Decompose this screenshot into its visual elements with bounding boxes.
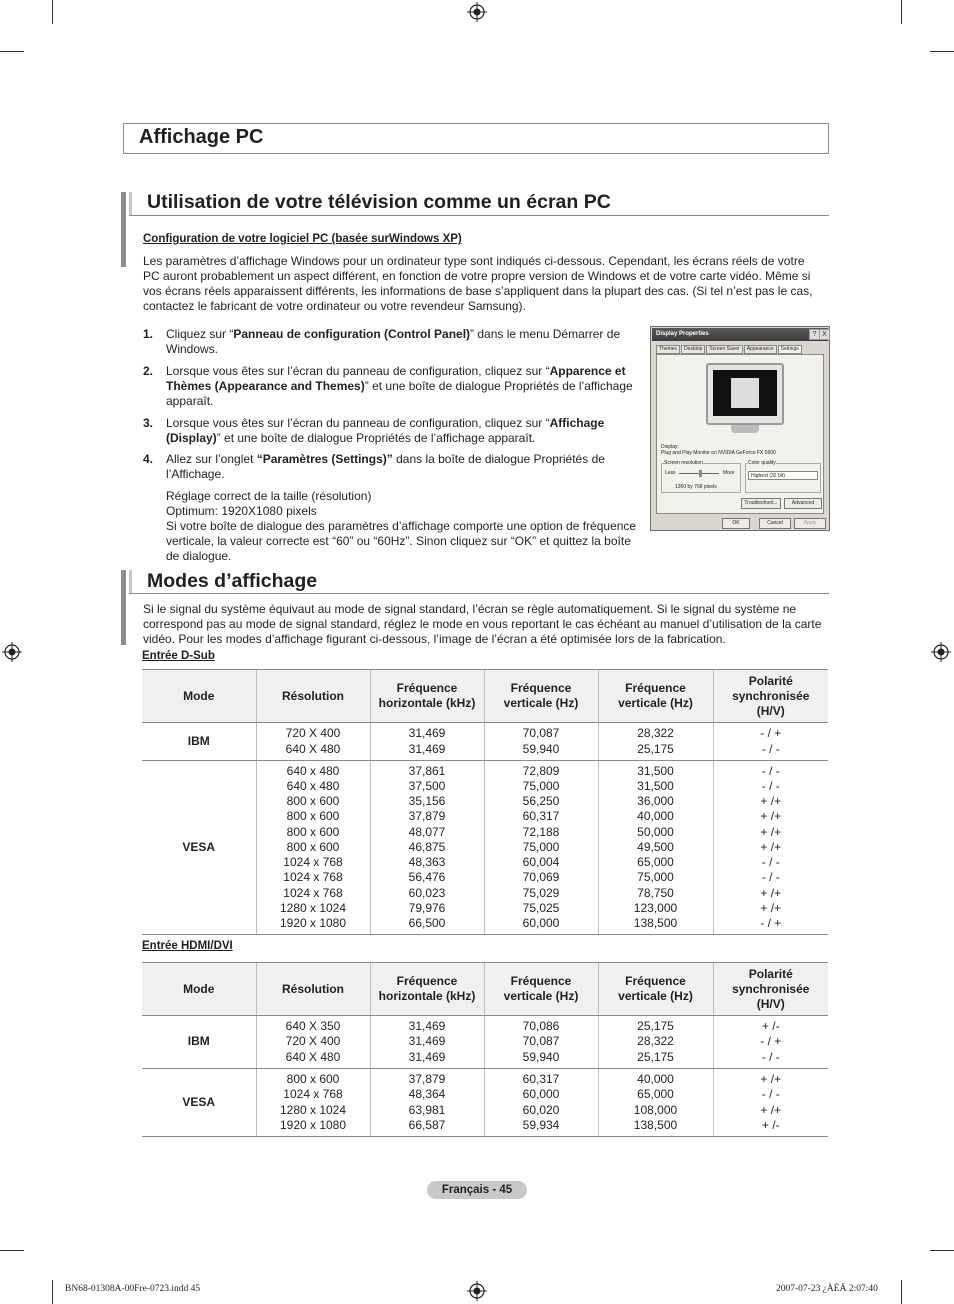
- mode-cell: VESA: [142, 761, 256, 935]
- table-cell: 70,086 70,087 59,940: [484, 1016, 598, 1069]
- dialog-tabs: [656, 345, 802, 354]
- step-text: Lorsque vous êtes sur l’écran du panneau de configuration, cliquez sur “Affichage (Display)” et une boîte de dialogue Propriétés de l’affichage apparaît.: [166, 416, 605, 445]
- table-cell: 31,500 31,500 36,000 40,000 50,000 49,500 65,000 75,000 78,750 123,000 138,500: [598, 761, 713, 935]
- crop-mark: [930, 1250, 954, 1251]
- column-header: Fréquence verticale (Hz): [598, 670, 713, 723]
- cancel-button: Cancel: [759, 518, 791, 529]
- monitor-stand: [731, 425, 759, 433]
- table-cell: 40,000 65,000 108,000 138,500: [598, 1069, 713, 1137]
- table-row: [142, 1069, 828, 1137]
- step-number: 3.: [143, 416, 154, 430]
- display-label: Display:: [661, 444, 679, 450]
- advanced-button: Advanced: [784, 498, 822, 509]
- step-text: Lorsque vous êtes sur l’écran du panneau de configuration, cliquez sur “Apparence et Thèmes (Appearance and Themes)” et une boîte de dialogue Propriétés de l’affichage apparaît.: [166, 364, 633, 408]
- step-number: 1.: [143, 327, 154, 341]
- crop-mark: [930, 51, 954, 52]
- column-header: Fréquence verticale (Hz): [484, 670, 598, 723]
- mode-cell: VESA: [142, 1069, 256, 1137]
- page-title: Affichage PC: [139, 126, 264, 148]
- column-header: Fréquence verticale (Hz): [484, 963, 598, 1016]
- column-header: Fréquence horizontale (kHz): [370, 670, 484, 723]
- footer-timestamp: 2007-07-23 ¿ÀÈÄ 2:07:40: [776, 1284, 878, 1294]
- dsub-label: Entrée D-Sub: [142, 650, 215, 662]
- table-cell: 800 x 600 1024 x 768 1280 x 1024 1920 x 1080: [256, 1069, 370, 1137]
- resolution-label: Screen resolution: [664, 460, 703, 466]
- section-accent-bar: [129, 570, 132, 593]
- crop-mark: [52, 1280, 53, 1304]
- registration-mark-icon: [467, 2, 487, 22]
- table-row: [142, 723, 828, 761]
- resolution-note: Réglage correct de la taille (résolution) Optimum: 1920X1080 pixels Si votre boîte de dialogue des paramètres d’affichage comporte une option de fréquence verticale, la valeur correcte est “60” ou “60Hz”. Sinon cliquez sur “OK” et quittez la boîte de dialogue.: [166, 489, 637, 563]
- monitor-icon: [706, 363, 784, 425]
- color-label: Color quality: [748, 460, 776, 466]
- column-header: Résolution: [256, 670, 370, 723]
- column-header: Résolution: [256, 963, 370, 1016]
- column-header: Polarité synchronisée (H/V): [713, 670, 828, 723]
- display-value: Plug and Play Monitor on NVIDIA GeForce FX 5600: [661, 450, 776, 456]
- table-cell: 70,087 59,940: [484, 723, 598, 761]
- crop-mark: [901, 1280, 902, 1304]
- section-divider: [129, 593, 829, 594]
- troubleshoot-button: Troubleshoot...: [741, 498, 781, 509]
- table-cell: 37,879 48,364 63,981 66,587: [370, 1069, 484, 1137]
- section-accent-bar: [129, 192, 132, 215]
- step-number: 4.: [143, 452, 154, 466]
- table-cell: - / + - / -: [713, 723, 828, 761]
- help-icon: ?: [809, 329, 820, 340]
- crop-mark: [901, 0, 902, 24]
- table-cell: 31,469 31,469: [370, 723, 484, 761]
- column-header: Fréquence horizontale (kHz): [370, 963, 484, 1016]
- close-icon: X: [819, 329, 830, 340]
- mode-cell: IBM: [142, 1016, 256, 1069]
- table-cell: + /+ - / - + /+ + /-: [713, 1069, 828, 1137]
- resolution-value: 1360 by 768 pixels: [675, 484, 717, 490]
- registration-mark-icon: [467, 1281, 487, 1301]
- table-header-row: [142, 963, 828, 1016]
- column-header: Polarité synchronisée (H/V): [713, 963, 828, 1016]
- display-properties-screenshot: [650, 326, 830, 531]
- table-cell: 31,469 31,469 31,469: [370, 1016, 484, 1069]
- mode-cell: IBM: [142, 723, 256, 761]
- crop-mark: [52, 0, 53, 24]
- tab-themes: Themes: [656, 345, 680, 354]
- crop-mark: [0, 51, 24, 52]
- crop-mark: [0, 1250, 24, 1251]
- table-header-row: [142, 670, 828, 723]
- registration-mark-icon: [2, 642, 22, 662]
- table-cell: - / - - / - + /+ + /+ + /+ + /+ - / - - / - + /+ + /+ - / +: [713, 761, 828, 935]
- table-row: [142, 761, 828, 935]
- tab-screen-saver: Screen Saver: [706, 345, 742, 354]
- hdmi-table: [142, 962, 828, 1137]
- table-cell: + /- - / + - / -: [713, 1016, 828, 1069]
- more-label: More: [723, 470, 735, 476]
- ok-button: OK: [722, 518, 750, 529]
- section-title: Utilisation de votre télévision comme un écran PC: [147, 191, 611, 213]
- table-row: [142, 1016, 828, 1069]
- tab-desktop: Desktop: [681, 345, 705, 354]
- section-title: Modes d’affichage: [147, 570, 318, 592]
- section-accent-bar: [121, 570, 126, 645]
- tab-appearance: Appearance: [744, 345, 777, 354]
- less-label: Less: [665, 470, 676, 476]
- step-number: 2.: [143, 364, 154, 378]
- section-accent-bar: [121, 192, 126, 267]
- settings-panel: [656, 354, 824, 514]
- table-cell: 640 x 480 640 x 480 800 x 600 800 x 600 800 x 600 800 x 600 1024 x 768 1024 x 768 1024 x 768 1280 x 1024 1920 x 1080: [256, 761, 370, 935]
- modes-intro: Si le signal du système équivaut au mode de signal standard, l’écran se règle automatiquement. Si le signal du système ne correspond pas au mode de signal standard, réglez le mode en vous reportant le cas échéant au manuel d’utilisation de la carte vidéo. Pour les modes d’affichage figurant ci-dessous, l’image de l’écran a été optimisée lors de la fabrication.: [143, 602, 822, 646]
- hdmi-label: Entrée HDMI/DVI: [142, 940, 233, 952]
- intro-paragraph: Les paramètres d’affichage Windows pour un ordinateur type sont indiqués ci-dessous. Cependant, les écrans réels de votre PC auront probablement un aspect différent, en fonction de votre propre version de Windows et de votre carte vidéo. Même si vos écrans réels apparaissent différents, les informations de base s’appliquent dans la plupart des cas. (Si tel n’est pas le cas, contactez le fabricant de votre ordinateur ou votre revendeur Samsung).: [143, 254, 813, 313]
- table-cell: 37,861 37,500 35,156 37,879 48,077 46,875 48,363 56,476 60,023 79,976 66,500: [370, 761, 484, 935]
- config-subheading: Configuration de votre logiciel PC (basée surWindows XP): [143, 233, 462, 245]
- tab-settings: Settings: [778, 345, 802, 354]
- page-number-badge: Français - 45: [427, 1181, 527, 1199]
- table-cell: 25,175 28,322 25,175: [598, 1016, 713, 1069]
- apply-button: Apply: [794, 518, 826, 529]
- table-cell: 60,317 60,000 60,020 59,934: [484, 1069, 598, 1137]
- table-cell: 72,809 75,000 56,250 60,317 72,188 75,000 60,004 70,069 75,029 75,025 60,000: [484, 761, 598, 935]
- table-cell: 28,322 25,175: [598, 723, 713, 761]
- dialog-title: Display Properties: [652, 328, 828, 341]
- column-header: Mode: [142, 670, 256, 723]
- column-header: Mode: [142, 963, 256, 1016]
- section-divider: [129, 215, 829, 216]
- registration-mark-icon: [931, 642, 951, 662]
- column-header: Fréquence verticale (Hz): [598, 963, 713, 1016]
- dsub-table: [142, 669, 828, 935]
- footer-file-info: BN68-01308A-00Fre-0723.indd 45: [65, 1284, 201, 1294]
- table-cell: 640 X 350 720 X 400 640 X 480: [256, 1016, 370, 1069]
- step-text: Cliquez sur “Panneau de configuration (Control Panel)” dans le menu Démarrer de Windows.: [166, 327, 621, 356]
- step-text: Allez sur l’onglet “Paramètres (Settings)” dans la boîte de dialogue Propriétés de l’Affichage.: [166, 452, 605, 481]
- color-select: Highest (32 bit): [748, 471, 818, 480]
- table-cell: 720 X 400 640 X 480: [256, 723, 370, 761]
- slider-thumb: [699, 470, 702, 477]
